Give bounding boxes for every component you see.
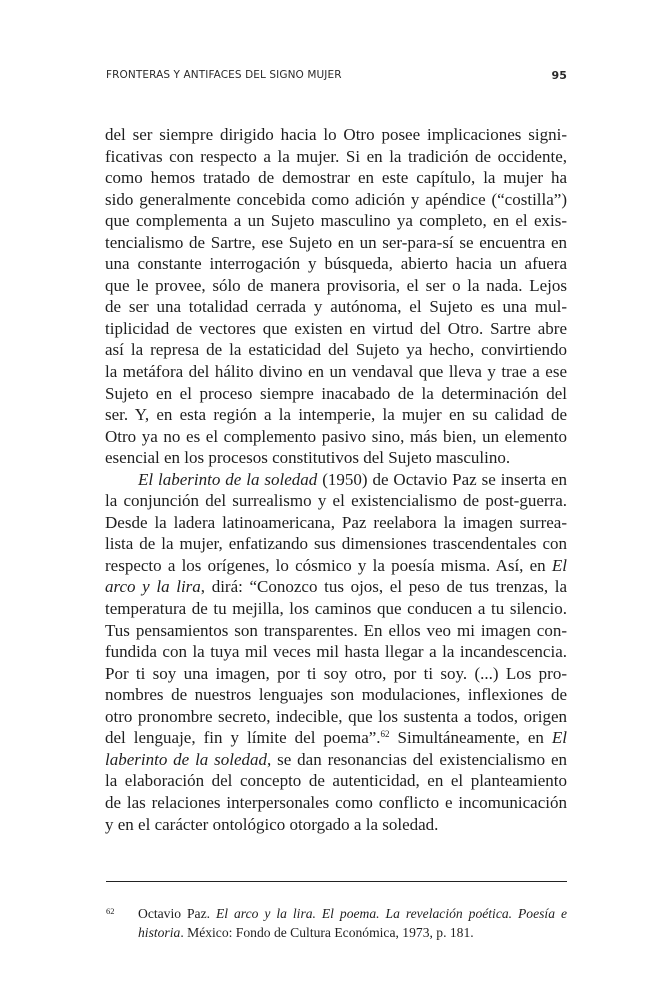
text-segment: Por ti soy una imagen, por ti soy otro, por ti soy. (...) Los pro- bbox=[105, 663, 567, 683]
text-line bbox=[105, 814, 567, 836]
text-line bbox=[105, 296, 567, 318]
text-line bbox=[105, 210, 567, 232]
footnote-reference: 62 bbox=[380, 729, 390, 740]
text-segment: Otro ya no es el complemento pasivo sino, más bien, un elemento bbox=[105, 426, 567, 446]
page-number: 95 bbox=[551, 69, 567, 82]
text-segment: , se dan resonancias del existencialismo en bbox=[267, 749, 567, 769]
footnote-line bbox=[138, 923, 567, 942]
text-line bbox=[105, 490, 567, 512]
text-segment: la conjunción del surrealismo y el existencialismo de post-guerra. bbox=[105, 491, 567, 511]
italic-text: arco y la lira bbox=[105, 577, 201, 597]
running-title: FRONTERAS Y ANTIFACES DEL SIGNO MUJER bbox=[106, 69, 342, 81]
text-segment: respecto a los orígenes, lo cósmico y la poesía misma. Así, en bbox=[105, 555, 552, 575]
italic-text: El arco y la lira. El poema. La revelación poética. Poesía e bbox=[215, 906, 567, 921]
italic-text: historia bbox=[138, 925, 181, 940]
text-line bbox=[105, 167, 567, 189]
footnote-number: 62 bbox=[106, 906, 115, 916]
text-segment: . México: Fondo de Cultura Económica, 1973, p. 181. bbox=[180, 925, 474, 940]
italic-text: El bbox=[551, 555, 567, 575]
text-line bbox=[105, 792, 567, 814]
paragraph bbox=[105, 469, 567, 835]
italic-text: El laberinto de la soledad bbox=[138, 469, 318, 489]
text-line bbox=[105, 727, 567, 749]
text-line bbox=[105, 253, 567, 275]
text-segment: Tus pensamientos son transparentes. En ellos veo mi imagen con- bbox=[105, 620, 567, 640]
text-segment: tiplicidad de vectores que existen en virtud del Otro. Sartre abre bbox=[105, 318, 567, 338]
text-line bbox=[105, 512, 567, 534]
text-segment: (1950) de Octavio Paz se inserta en bbox=[317, 469, 568, 489]
text-segment: una constante interrogación y búsqueda, abierto hacia un afuera bbox=[105, 254, 567, 274]
text-line bbox=[105, 404, 567, 426]
text-segment: nombres de nuestros lenguajes son modulaciones, inflexiones de bbox=[105, 685, 567, 705]
text-line bbox=[105, 641, 567, 663]
italic-text: El bbox=[551, 728, 567, 748]
text-line bbox=[105, 318, 567, 340]
text-line bbox=[105, 469, 567, 491]
text-line bbox=[105, 447, 567, 469]
text-segment: ser. Y, en esta región a la intemperie, la mujer en su calidad de bbox=[105, 405, 567, 425]
text-line bbox=[105, 533, 567, 555]
text-line bbox=[105, 146, 567, 168]
text-line bbox=[105, 770, 567, 792]
text-line bbox=[105, 706, 567, 728]
text-segment: del ser siempre dirigido hacia lo Otro posee implicaciones signi- bbox=[105, 125, 567, 144]
text-line bbox=[105, 555, 567, 577]
footnote-divider bbox=[106, 881, 567, 882]
text-segment: del lenguaje, fin y límite del poema”. bbox=[105, 728, 381, 748]
text-line bbox=[105, 124, 567, 146]
text-segment: otro pronombre secreto, indecible, que los sustenta a todos, origen bbox=[105, 706, 567, 726]
text-segment: así la represa de la estaticidad del Sujeto ya hecho, convirtiendo bbox=[105, 340, 567, 360]
text-line bbox=[105, 361, 567, 383]
text-line bbox=[105, 663, 567, 685]
text-segment: como hemos tratado de demostrar en este capítulo, la mujer ha bbox=[105, 168, 567, 188]
text-line bbox=[105, 684, 567, 706]
italic-text: laberinto de la soledad bbox=[105, 749, 268, 769]
text-segment: de ser una totalidad cerrada y autónoma, el Sujeto es una mul- bbox=[105, 297, 567, 317]
text-segment: Desde la ladera latinoamericana, Paz reelabora la imagen surrea- bbox=[105, 512, 567, 532]
text-segment: lista de la mujer, enfatizando sus dimensiones trascendentales con bbox=[105, 534, 567, 554]
text-segment: fundida con la tuya mil veces mil hasta llegar a la incandescencia. bbox=[105, 642, 567, 662]
footnote-line bbox=[138, 904, 567, 923]
text-line bbox=[105, 576, 567, 598]
running-header bbox=[106, 69, 567, 82]
text-segment: temperatura de tu mejilla, los caminos que conducen a tu silencio. bbox=[105, 599, 567, 619]
text-segment: Octavio Paz. bbox=[138, 906, 216, 921]
text-line bbox=[105, 339, 567, 361]
text-segment: la metáfora del hálito divino en un vendaval que lleva y trae a ese bbox=[105, 362, 567, 382]
text-segment: ficativas con respecto a la mujer. Si en la tradición de occidente, bbox=[105, 146, 567, 166]
text-segment: sido generalmente concebida como adición y apéndice (“costilla”) bbox=[105, 189, 567, 209]
paragraph bbox=[105, 124, 567, 469]
text-line bbox=[105, 275, 567, 297]
text-segment: que le provee, sólo de manera provisoria, el ser o la nada. Lejos bbox=[105, 275, 567, 295]
text-segment: esencial en los procesos constitutivos del Sujeto masculino. bbox=[105, 448, 511, 468]
body-text bbox=[105, 124, 567, 835]
text-line bbox=[105, 383, 567, 405]
text-segment: tencialismo de Sartre, ese Sujeto en un ser-para-sí se encuentra en bbox=[105, 232, 567, 252]
text-segment: de las relaciones interpersonales como conflicto e incomunicación bbox=[105, 792, 567, 812]
text-line bbox=[105, 620, 567, 642]
text-segment: la elaboración del concepto de autenticidad, en el planteamiento bbox=[105, 771, 567, 791]
footnote bbox=[106, 904, 567, 942]
text-segment: y en el carácter ontológico otorgado a la soledad. bbox=[105, 814, 439, 834]
text-segment: que complementa a un Sujeto masculino ya completo, en el exis- bbox=[105, 211, 567, 231]
text-line bbox=[105, 749, 567, 771]
text-segment: , dirá: “Conozco tus ojos, el peso de tus trenzas, la bbox=[200, 577, 567, 597]
text-line bbox=[105, 189, 567, 211]
text-line bbox=[105, 598, 567, 620]
text-line bbox=[105, 232, 567, 254]
text-line bbox=[105, 426, 567, 448]
text-segment: Sujeto en el proceso siempre inacabado de la determinación del bbox=[105, 383, 567, 403]
text-segment: Simultáneamente, en bbox=[389, 728, 552, 748]
